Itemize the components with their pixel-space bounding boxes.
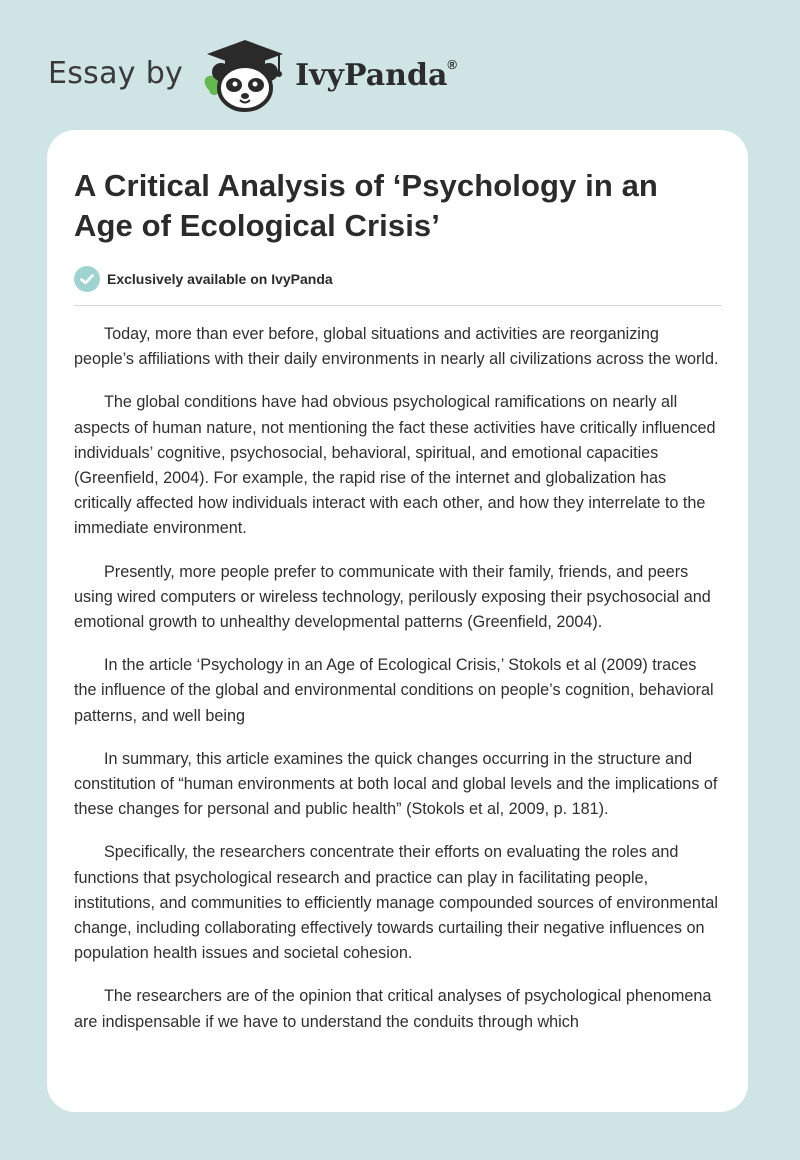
- title-divider: [74, 305, 722, 306]
- check-circle-icon: [74, 266, 100, 292]
- essay-paragraph: In the article ‘Psychology in an Age of Ecological Crisis,’ Stokols et al (2009) traces the influence of the global and environmental conditions on people’s cognition, behavioral patterns, and well being: [74, 656, 714, 725]
- exclusive-badge: [74, 266, 722, 292]
- registered-mark: ®: [447, 57, 458, 72]
- exclusive-badge-text: Exclusively available on IvyPanda: [107, 271, 333, 287]
- page-title: A Critical Analysis of ‘Psychology in an Age of Ecological Crisis’: [74, 168, 658, 243]
- essay-paragraph: In summary, this article examines the quick changes occurring in the structure and constitution of “human environments at both local and global levels and the implications of these changes for personal and public health” (Stokols et al, 2009, p. 181).: [74, 749, 718, 819]
- panda-graduate-icon: [197, 38, 293, 114]
- essay-paragraph: Specifically, the researchers concentrate their efforts on evaluating the roles and functions that psychological research and practice can play in facilitating people, institutions, and communities to efficiently manage compounded sources of environmental change, including collaborating effectively towards curtailing their negative influences on population health issues and societal cohesion.: [74, 843, 718, 963]
- essay-by-label: Essay by: [48, 55, 184, 91]
- essay-card: [47, 130, 748, 1112]
- brand-header[interactable]: [48, 36, 457, 116]
- essay-body: [74, 322, 722, 1035]
- essay-paragraph: Presently, more people prefer to communicate with their family, friends, and peers using wired computers or wireless technology, perilously exposing their psychosocial and emotional growth to unhealthy developmental patterns (Greenfield, 2004).: [74, 562, 711, 632]
- brand-logo-text: IvyPanda®: [295, 57, 458, 93]
- essay-paragraph: The global conditions have had obvious psychological ramifications on nearly all aspects of human nature, not mentioning the fact these activities have critically influenced individuals’ cognitive, psychosocial, behavioral, spiritual, and emotional capacities (Greenfield, 2004). For example, the rapid rise of the internet and globalization has critically affected how individuals interact with each other, and how they interrelate to the immediate environment.: [74, 393, 716, 538]
- essay-paragraph: The researchers are of the opinion that critical analyses of psychological phenomena are indispensable if we have to understand the conduits through which: [74, 987, 712, 1031]
- essay-paragraph: Today, more than ever before, global situations and activities are reorganizing people’s affiliations with their daily environments in nearly all civilizations across the world.: [74, 325, 719, 369]
